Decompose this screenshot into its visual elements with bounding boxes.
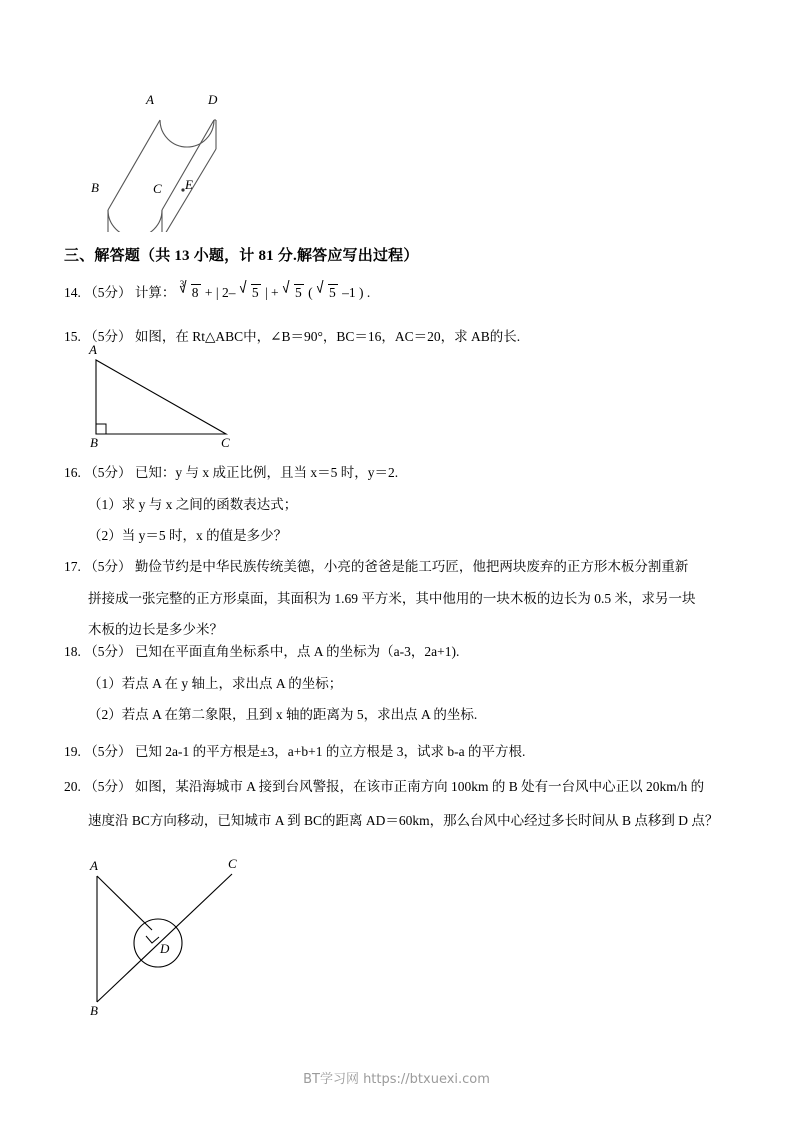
q17-line-1: 勤俭节约是中华民族传统美德，小亮的爸爸是能工巧匠，他把两块废弃的正方形木板分割重新 <box>134 559 689 574</box>
q15-number: 15. <box>64 329 81 344</box>
question-18-sub-2: （2）若点 A 在第二象限，且到 x 轴的距离为 5，求出点 A 的坐标. <box>88 707 478 722</box>
typhoon-label-D: D <box>160 941 170 956</box>
q14-expression <box>179 278 371 308</box>
section-heading: 三、解答题（共 13 小题，计 81 分.解答应写出过程） <box>64 248 419 264</box>
prism-label-B: B <box>91 180 99 195</box>
question-18 <box>64 637 459 667</box>
circle-around-D <box>134 919 182 967</box>
question-14 <box>64 278 370 308</box>
sqrt-inner <box>317 278 338 308</box>
question-16 <box>64 458 398 488</box>
triangle-label-C: C <box>221 435 230 450</box>
q14-minus-one: –1 <box>342 285 356 300</box>
question-20-line-2: 速度沿 BC方向移动，已知城市 A 到 BC的距离 AD＝60km，那么台风中心经过多长时间从 B 点移到 D 点？ <box>88 813 719 828</box>
q14-period: . <box>366 285 371 300</box>
q14-abs-lead: 2– <box>221 285 236 300</box>
question-19 <box>64 737 525 767</box>
segment-BC <box>97 874 232 1002</box>
q14-score: （5分） <box>84 285 132 300</box>
question-16-sub-1: （1）求 y 与 x 之间的函数表达式； <box>88 497 298 512</box>
q20-line-1: 如图，某沿海城市 A 接到台风警报，在该市正南方向 100km 的 B 处有一台风中心正以 20km/h 的 <box>134 779 705 794</box>
q17-score: （5分） <box>84 559 132 574</box>
sqrt-outer <box>283 278 304 308</box>
q14-paren-open: ( <box>308 285 313 300</box>
question-16-sub-2: （2）当 y＝5 时，x 的值是多少？ <box>88 528 288 543</box>
q19-text: 已知 2a‑1 的平方根是±3，a+b+1 的立方根是 3，试求 b‑a 的平方根. <box>134 744 526 759</box>
figure-right-triangle <box>88 342 248 451</box>
root-index: 3 <box>179 279 185 289</box>
right-angle-mark-D <box>146 936 159 943</box>
cube-root <box>180 278 201 308</box>
question-17-line-3: 木板的边长是多少米？ <box>88 622 223 637</box>
triangle-label-B: B <box>90 435 98 450</box>
q14-paren-close: ) <box>359 285 364 300</box>
q19-number: 19. <box>64 744 81 759</box>
figure-half-cylinder-trough <box>90 92 300 232</box>
prism-svg <box>90 92 300 232</box>
q14-number: 14. <box>64 285 81 300</box>
sqrt-in-abs-radicand: 5 <box>251 285 259 300</box>
q14-plus-1: + <box>204 285 213 300</box>
question-17-line-2: 拼接成一张完整的正方形桌面，其面积为 1.69 平方米，其中他用的一块木板的边长为 0.5 米，求另一块 <box>88 591 696 606</box>
q16-number: 16. <box>64 465 81 480</box>
right-angle-mark <box>96 424 106 434</box>
q18-text: 已知在平面直角坐标系中，点 A 的坐标为（a‑3，2a+1). <box>134 644 460 659</box>
typhoon-svg <box>80 852 260 1027</box>
footer-watermark: BT学习网 https://btxuexi.com <box>303 1072 490 1087</box>
typhoon-label-B: B <box>90 1003 98 1018</box>
question-20 <box>64 772 704 802</box>
figure-typhoon-path <box>80 852 260 1027</box>
triangle-label-A: A <box>89 342 97 357</box>
q14-stem: 计算： <box>134 285 176 300</box>
q20-score: （5分） <box>84 779 132 794</box>
q16-score: （5分） <box>84 465 132 480</box>
q15-score: （5分） <box>84 329 132 344</box>
q15-text: 如图，在 Rt△ABC中，∠B＝90°，BC＝16，AC＝20，求 AB的长. <box>134 329 521 344</box>
root-radicand: 8 <box>191 285 199 300</box>
q17-number: 17. <box>64 559 81 574</box>
question-17 <box>64 552 688 582</box>
question-18-sub-1: （1）若点 A 在 y 轴上，求出点 A 的坐标； <box>88 676 343 691</box>
q14-abs-open: | <box>215 285 219 300</box>
prism-label-A: A <box>146 92 154 107</box>
prism-label-C: C <box>153 181 162 196</box>
typhoon-label-C: C <box>228 856 237 871</box>
prism-label-D: D <box>208 92 218 107</box>
q18-number: 18. <box>64 644 81 659</box>
segment-AD <box>97 876 152 930</box>
q14-abs-close: | <box>264 285 268 300</box>
triangle-path <box>96 360 226 434</box>
q19-score: （5分） <box>84 744 132 759</box>
sqrt-inner-radicand: 5 <box>329 285 336 300</box>
q16-text: 已知：y 与 x 成正比例，且当 x＝5 时，y＝2. <box>134 465 399 480</box>
typhoon-label-A: A <box>90 858 98 873</box>
prism-label-E: E <box>185 177 193 192</box>
sqrt-outer-radicand: 5 <box>295 285 302 300</box>
sqrt-in-abs <box>240 278 261 308</box>
q20-number: 20. <box>64 779 81 794</box>
q18-score: （5分） <box>84 644 132 659</box>
q14-plus-2: + <box>271 285 279 300</box>
